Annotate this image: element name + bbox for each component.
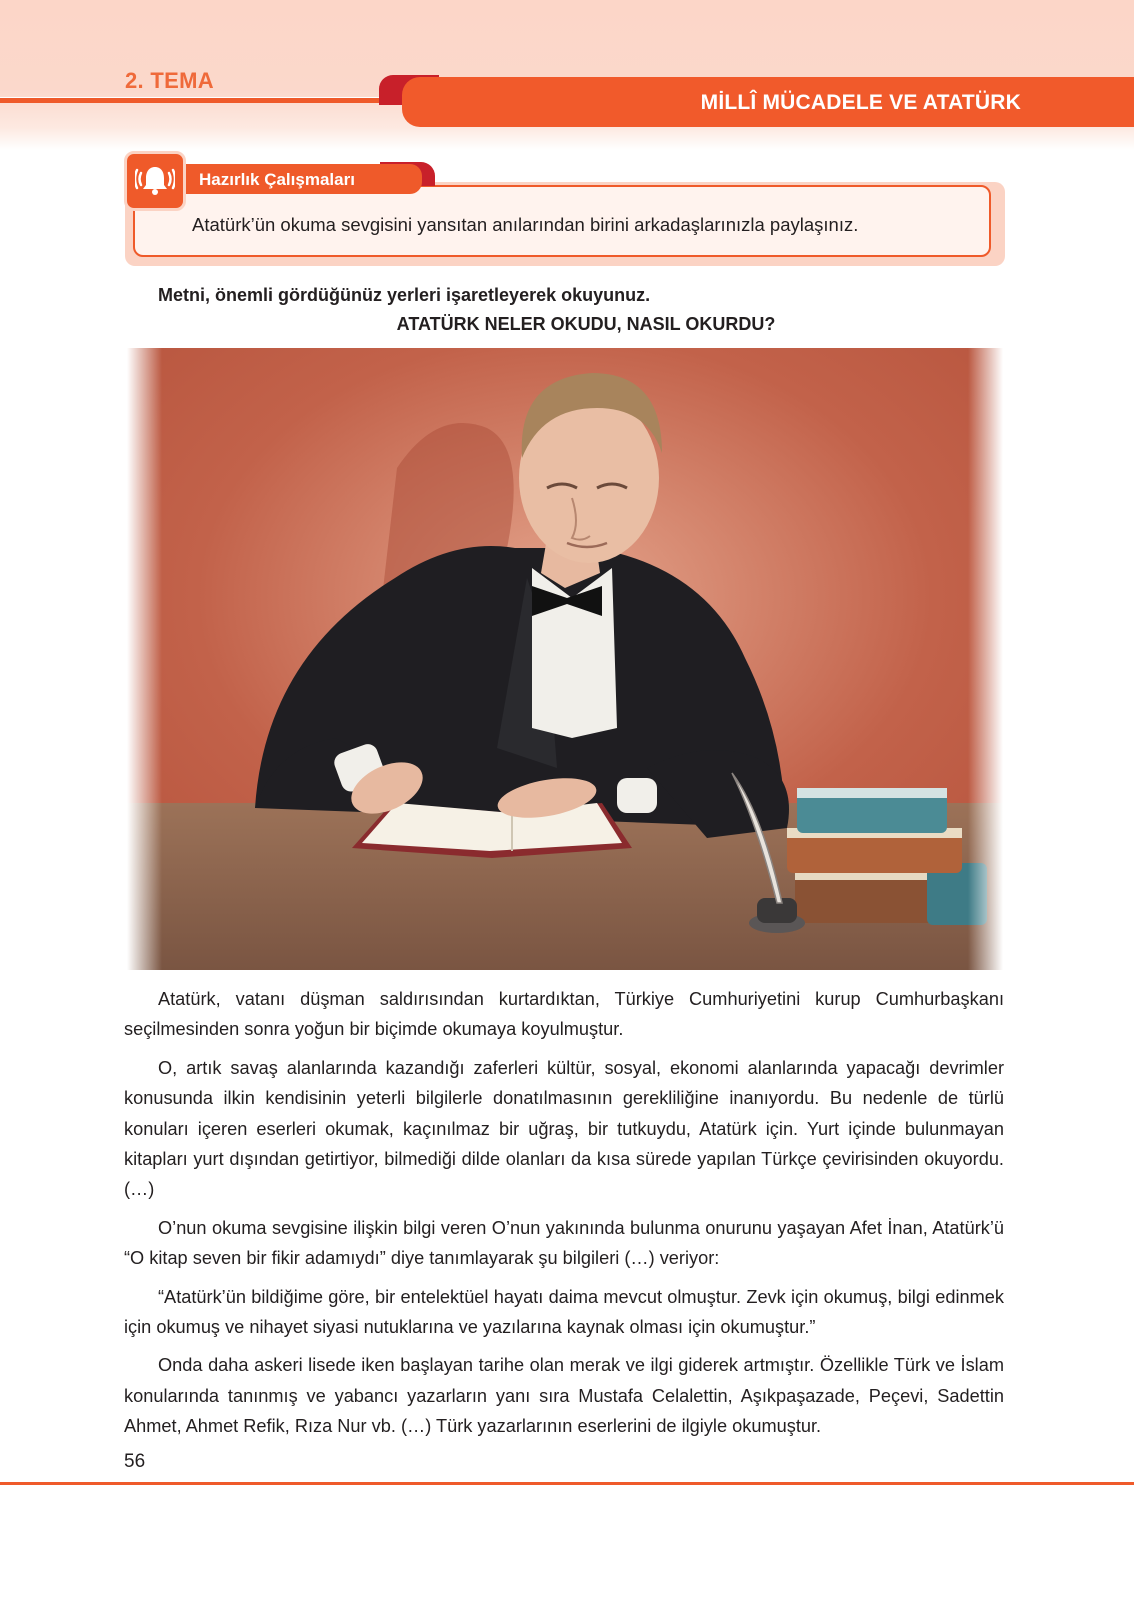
prep-title: Hazırlık Çalışmaları <box>199 170 355 189</box>
theme-underline <box>0 97 385 103</box>
reading-instruction: Metni, önemli gördüğünüz yerleri işaretleyerek okuyunuz. <box>158 285 651 305</box>
paragraph: O, artık savaş alanlarında kazandığı zaferleri kültür, sosyal, ekonomi alanlarında yapacağı devrimler konusunda ilkin kendisinin yeterli bilgilerle donatılmasının gerekliliğine inanıyordu. Bu nedenle de türlü konuları içeren eserleri okumak, kaçınılmaz bir uğraş, bir tutkuydu, Atatürk için. Yurt içinde bulunmayan kitapları yurt dışından getirtiyor, bilmediği dilde olanları da kısa sürede yapılan Türkçe çevirisinden okuyordu. (…) <box>124 1057 1004 1200</box>
alarm-bell-icon <box>124 151 186 211</box>
ataturk-reading-illustration <box>127 348 1003 970</box>
footer-line <box>0 1482 1134 1485</box>
paragraph: Atatürk, vatanı düşman saldırısından kurtardıktan, Türkiye Cumhuriyetini kurup Cumhurbaşkanı seçilmesinden sonra yoğun bir biçimde okumaya koyulmuştur. <box>124 989 1004 1040</box>
body-text <box>124 984 1004 1450</box>
prep-text: Atatürk’ün okuma sevgisini yansıtan anılarından birini arkadaşlarınızla paylaşınız. <box>192 214 859 235</box>
paragraph: O’nun okuma sevgisine ilişkin bilgi veren O’nun yakınında bulunma onurunu yaşayan Afet İnan, Atatürk’ü “O kitap seven bir fikir adamıydı” diye tanımlayarak şu bilgileri (…) veriyor: <box>124 1217 1004 1269</box>
theme-label: 2. TEMA <box>125 68 214 93</box>
paragraph: “Atatürk’ün bildiğime göre, bir entelektüel hayatı daima mevcut olmuştur. Zevk için okumuş, bilgi edinmek için okumuş ve nihayet siyasi nutuklarına ve yazılarına kaynak olması için okumuştur.” <box>124 1286 1004 1338</box>
text-heading: ATATÜRK NELER OKUDU, NASIL OKURDU? <box>396 314 776 334</box>
unit-title: MİLLÎ MÜCADELE VE ATATÜRK <box>700 91 1021 114</box>
page-number: 56 <box>124 1451 146 1472</box>
paragraph: Onda daha askeri lisede iken başlayan tarihe olan merak ve ilgi giderek artmıştır. Özellikle Türk ve İslam konularında tanınmış ve yabancı yazarların yanı sıra Mustafa Celalettin, Aşıkpaşazade, Peçevi, Sadettin Ahmet, Ahmet Refik, Rıza Nur vb. (…) Türk yazarlarının eserlerini de ilgiyle okumuştur. <box>124 1355 1004 1437</box>
